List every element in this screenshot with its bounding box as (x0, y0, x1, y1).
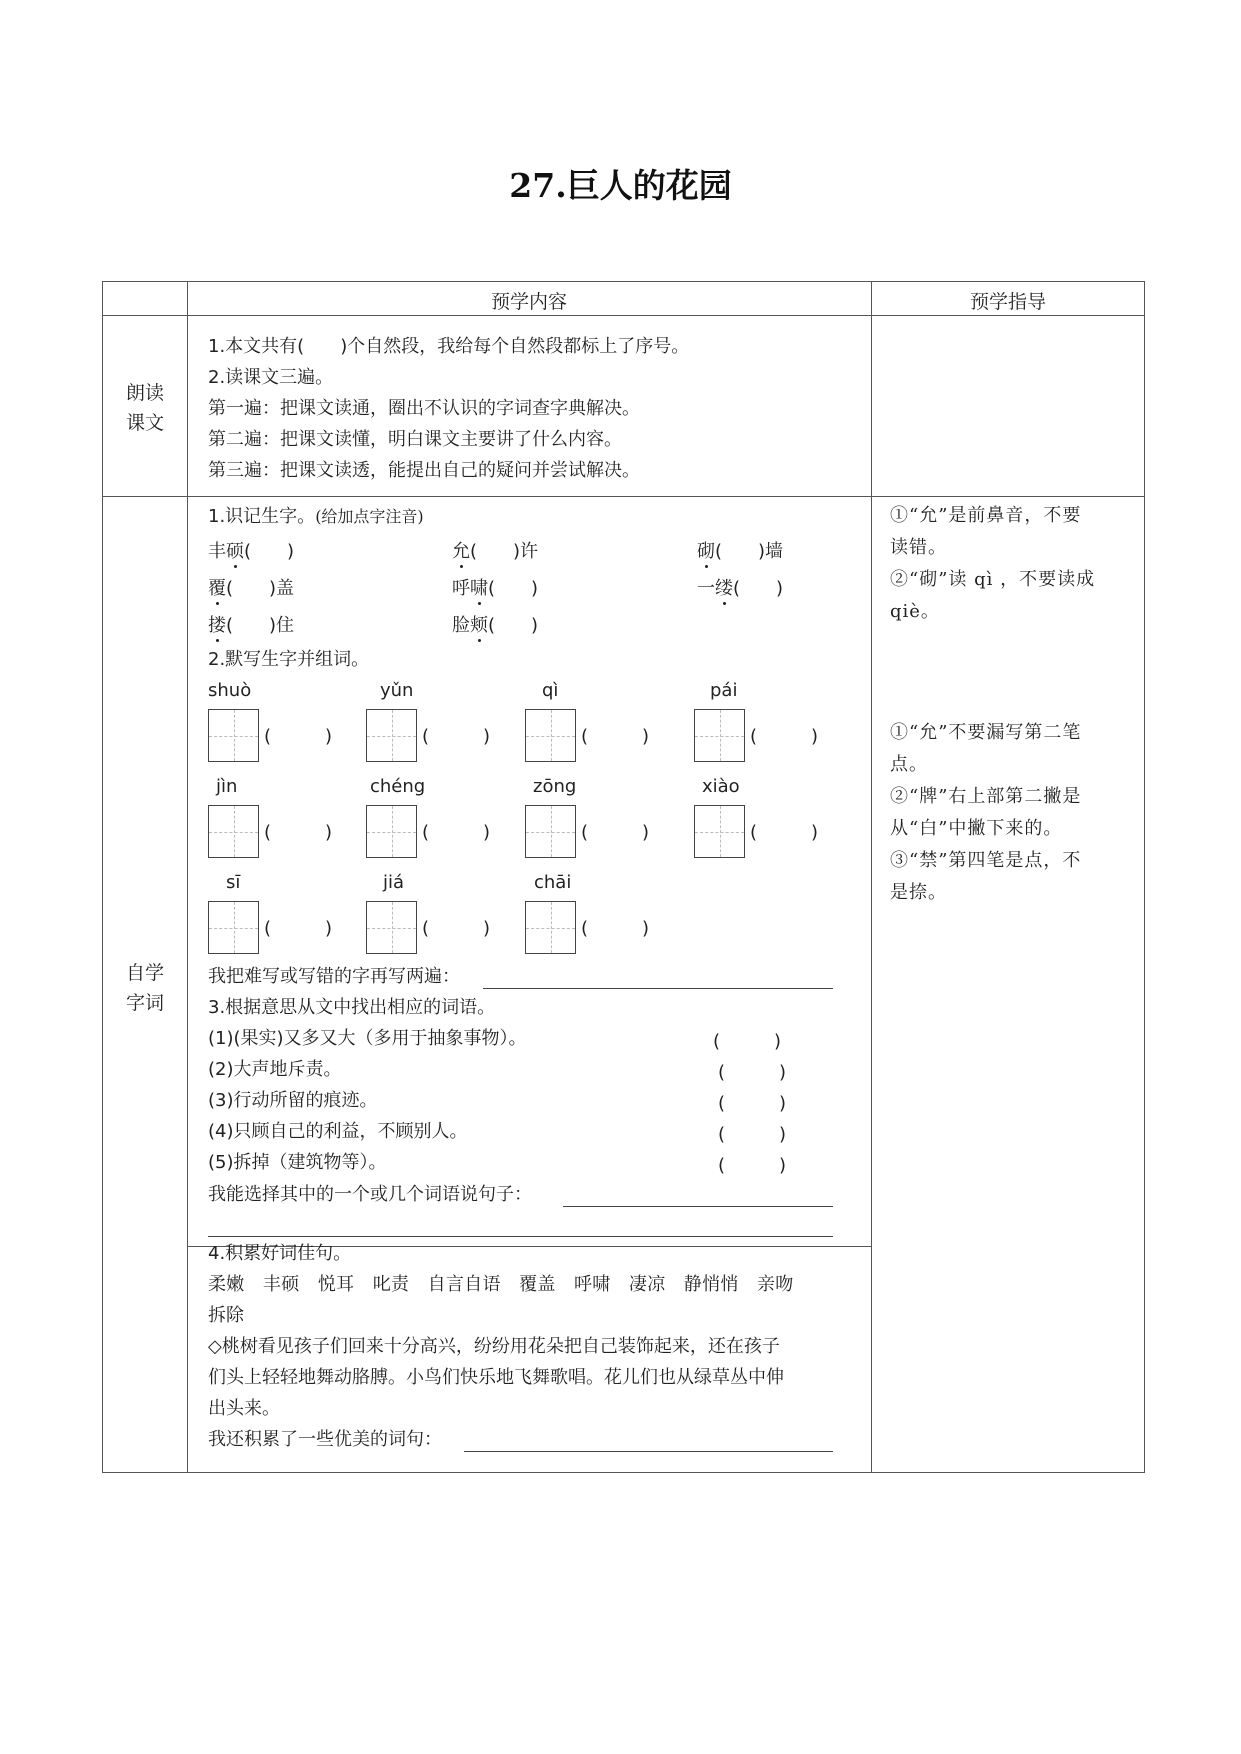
answer-blank[interactable]: ( ) (718, 1155, 787, 1176)
meaning-item: (5)拆掉（建筑物等）。 (208, 1152, 387, 1173)
writing-grid-box[interactable] (208, 901, 259, 954)
meaning-item: (4)只顾自己的利益，不顾别人。 (208, 1121, 468, 1142)
page-title: 27.巨人的花园 (509, 166, 732, 205)
writing-grid-box[interactable] (694, 805, 745, 858)
guide-notes-pronunciation: ①“允”是前鼻音，不要 读错。 ②“砌”读 qì ，不要读成 qiè。 (890, 505, 1096, 622)
word-blank[interactable]: ( ) (581, 822, 650, 843)
meaning-item: (1)(果实)又多又大（多用于抽象事物）。 (208, 1028, 527, 1049)
answer-line[interactable] (208, 1236, 833, 1237)
passage-line: 们头上轻轻地舞动胳膊。小鸟们快乐地飞舞歌唱。花儿们也从绿草丛中伸 (208, 1367, 784, 1388)
passage-line: 出头来。 (208, 1398, 280, 1419)
pinyin-label: chāi (534, 872, 572, 893)
word-list: 拆除 (208, 1305, 244, 1326)
meaning-item: (2)大声地斥责。 (208, 1059, 342, 1080)
writing-grid-box[interactable] (208, 709, 259, 762)
char-item: 呼啸( ) (452, 578, 539, 599)
row-divider (102, 496, 1145, 497)
q4-title: 4.积累好词佳句。 (208, 1243, 352, 1264)
writing-grid-box[interactable] (525, 901, 576, 954)
char-item: 砌( )墙 (697, 541, 784, 562)
word-blank[interactable]: ( ) (581, 726, 650, 747)
row-label-reading: 朗读 课文 (125, 382, 164, 434)
writing-grid-box[interactable] (525, 805, 576, 858)
answer-blank[interactable]: ( ) (713, 1031, 782, 1052)
reading-line: 第一遍：把课文读通，圈出不认识的字词查字典解决。 (208, 398, 640, 419)
pinyin-label: yǔn (380, 680, 414, 701)
char-item: 脸颊( ) (452, 615, 539, 636)
accumulate-prompt: 我还积累了一些优美的词句： (208, 1429, 442, 1450)
char-item: 搂( )住 (208, 615, 295, 636)
reading-line: 2.读课文三遍。 (208, 367, 334, 388)
reading-line: 第三遍：把课文读透，能提出自己的疑问并尝试解决。 (208, 460, 640, 481)
word-blank[interactable]: ( ) (422, 726, 491, 747)
char-item: 丰硕( ) (208, 541, 295, 562)
row-divider (102, 315, 1145, 316)
pinyin-label: xiào (702, 776, 740, 797)
writing-grid-box[interactable] (366, 709, 417, 762)
word-blank[interactable]: ( ) (581, 918, 650, 939)
char-item: 一缕( ) (697, 578, 784, 599)
q1-title: 1.识记生字。(给加点字注音) (208, 506, 424, 527)
pinyin-label: zōng (533, 776, 577, 797)
header-guide: 预学指导 (969, 291, 1046, 313)
writing-grid-box[interactable] (525, 709, 576, 762)
word-blank[interactable]: ( ) (264, 918, 333, 939)
pinyin-label: shuò (208, 680, 252, 701)
writing-grid-box[interactable] (694, 709, 745, 762)
word-blank[interactable]: ( ) (750, 726, 819, 747)
answer-line[interactable] (563, 1206, 833, 1207)
word-blank[interactable]: ( ) (264, 726, 333, 747)
row-label-vocab: 自学 字词 (125, 962, 164, 1014)
pinyin-label: jìn (216, 776, 238, 797)
char-item: 允( )许 (452, 541, 539, 562)
writing-grid-box[interactable] (208, 805, 259, 858)
word-blank[interactable]: ( ) (750, 822, 819, 843)
writing-grid-box[interactable] (366, 805, 417, 858)
column-divider (187, 281, 188, 1473)
word-blank[interactable]: ( ) (422, 822, 491, 843)
meaning-item: (3)行动所留的痕迹。 (208, 1090, 378, 1111)
reading-line: 第二遍：把课文读懂，明白课文主要讲了什么内容。 (208, 429, 622, 450)
answer-line[interactable] (464, 1451, 833, 1452)
answer-blank[interactable]: ( ) (718, 1093, 787, 1114)
word-blank[interactable]: ( ) (422, 918, 491, 939)
passage-line: ◇桃树看见孩子们回来十分高兴，纷纷用花朵把自己装饰起来，还在孩子 (208, 1336, 780, 1357)
reading-line: 1.本文共有( )个自然段，我给每个自然段都标上了序号。 (208, 336, 690, 357)
pinyin-label: pái (710, 680, 738, 701)
rewrite-prompt: 我把难写或写错的字再写两遍： (208, 966, 460, 987)
column-divider (871, 281, 872, 1473)
q3-title: 3.根据意思从文中找出相应的词语。 (208, 997, 496, 1018)
writing-grid-box[interactable] (366, 901, 417, 954)
pinyin-label: qì (542, 680, 559, 701)
answer-line[interactable] (483, 988, 833, 989)
word-blank[interactable]: ( ) (264, 822, 333, 843)
header-content: 预学内容 (490, 291, 567, 313)
pinyin-label: chéng (370, 776, 426, 797)
pinyin-label: sī (226, 872, 241, 893)
q2-title: 2.默写生字并组词。 (208, 649, 370, 670)
answer-blank[interactable]: ( ) (718, 1062, 787, 1083)
sentence-prompt: 我能选择其中的一个或几个词语说句子： (208, 1184, 532, 1205)
guide-notes-writing: ①“允”不要漏写第二笔 点。 ②“牌”右上部第二撇是 从“白”中撇下来的。 ③“禁”第四笔是点，不 是捺。 (890, 722, 1082, 903)
word-list: 柔嫩 丰硕 悦耳 叱责 自言自语 覆盖 呼啸 凄凉 静悄悄 亲吻 (208, 1274, 794, 1295)
pinyin-label: jiá (383, 872, 405, 893)
char-item: 覆( )盖 (208, 578, 295, 599)
answer-blank[interactable]: ( ) (718, 1124, 787, 1145)
